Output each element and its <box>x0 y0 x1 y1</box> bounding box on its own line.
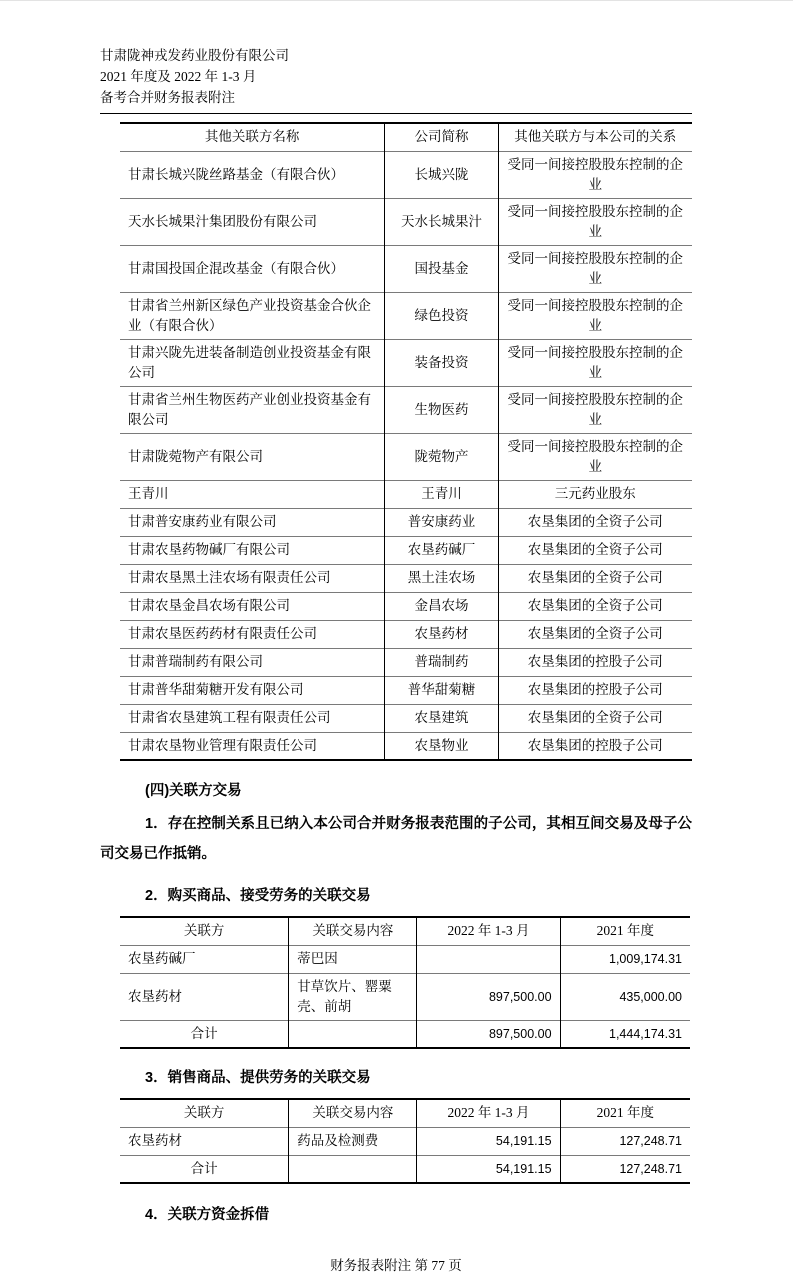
col-header-period-2022: 2022 年 1-3 月 <box>417 917 560 945</box>
table-row <box>120 245 692 292</box>
relationship: 受同一间接控股股东控制的企业 <box>498 245 692 292</box>
short-name: 陇菀物产 <box>385 433 498 480</box>
short-name: 普华甜菊糖 <box>385 676 498 704</box>
related-party-name: 甘肃农垦药物碱厂有限公司 <box>120 536 385 564</box>
relationship: 农垦集团的控股子公司 <box>498 648 692 676</box>
short-name: 国投基金 <box>385 245 498 292</box>
related-party-name: 甘肃国投国企混改基金（有限合伙） <box>120 245 385 292</box>
table-total-row <box>120 1155 690 1183</box>
relationship: 农垦集团的控股子公司 <box>498 732 692 760</box>
relationship: 农垦集团的控股子公司 <box>498 676 692 704</box>
heading-purchase-transactions: 2．购买商品、接受劳务的关联交易 <box>145 888 371 904</box>
purchase-transactions-table <box>120 916 690 1049</box>
relationship: 农垦集团的全资子公司 <box>498 564 692 592</box>
relationship: 农垦集团的全资子公司 <box>498 592 692 620</box>
related-party: 农垦药材 <box>120 1127 289 1155</box>
short-name: 黑土洼农场 <box>385 564 498 592</box>
total-2022: 897,500.00 <box>417 1020 560 1048</box>
related-party-name: 甘肃陇菀物产有限公司 <box>120 433 385 480</box>
relationship: 受同一间接控股股东控制的企业 <box>498 433 692 480</box>
short-name: 绿色投资 <box>385 292 498 339</box>
related-party-name: 甘肃普华甜菊糖开发有限公司 <box>120 676 385 704</box>
table-row <box>120 198 692 245</box>
related-party-name: 甘肃普安康药业有限公司 <box>120 508 385 536</box>
document-page <box>0 1 793 1273</box>
short-name: 普安康药业 <box>385 508 498 536</box>
transaction-content: 药品及检测费 <box>289 1127 417 1155</box>
page-content <box>0 1 793 1274</box>
table-row <box>120 676 692 704</box>
relationship: 受同一间接控股股东控制的企业 <box>498 386 692 433</box>
relationship: 农垦集团的全资子公司 <box>498 536 692 564</box>
relationship: 农垦集团的全资子公司 <box>498 704 692 732</box>
related-party-name: 甘肃普瑞制药有限公司 <box>120 648 385 676</box>
relationship: 农垦集团的全资子公司 <box>498 508 692 536</box>
report-period: 2021 年度及 2022 年 1-3 月 <box>100 69 257 84</box>
amount-2021: 127,248.71 <box>560 1127 690 1155</box>
related-party-name: 甘肃农垦物业管理有限责任公司 <box>120 732 385 760</box>
relationship: 受同一间接控股股东控制的企业 <box>498 339 692 386</box>
heading-related-party-loans: 4．关联方资金拆借 <box>145 1207 270 1223</box>
transaction-content: 蒂巴因 <box>289 945 417 973</box>
transaction-content: 甘草饮片、罂粟壳、前胡 <box>289 973 417 1020</box>
related-party-name: 甘肃兴陇先进装备制造创业投资基金有限公司 <box>120 339 385 386</box>
short-name: 装备投资 <box>385 339 498 386</box>
related-party: 农垦药碱厂 <box>120 945 289 973</box>
table-row <box>120 592 692 620</box>
page-footer: 财务报表附注 第 77 页 <box>330 1258 462 1273</box>
total-label: 合计 <box>120 1155 289 1183</box>
table-row <box>120 1127 690 1155</box>
short-name: 金昌农场 <box>385 592 498 620</box>
table-row <box>120 564 692 592</box>
related-party-name: 甘肃农垦医药药材有限责任公司 <box>120 620 385 648</box>
related-parties-table <box>120 122 692 761</box>
related-party-name: 王青川 <box>120 480 385 508</box>
col-header-year-2021: 2021 年度 <box>560 1099 690 1127</box>
table-row <box>120 292 692 339</box>
table-header-row <box>120 917 690 945</box>
short-name: 农垦物业 <box>385 732 498 760</box>
col-header-related-party: 关联方 <box>183 1105 225 1121</box>
table-header-row <box>120 123 692 151</box>
document-header <box>100 45 692 108</box>
amount-2022: 897,500.00 <box>417 973 560 1020</box>
amount-2021: 435,000.00 <box>560 973 690 1020</box>
short-name: 农垦建筑 <box>385 704 498 732</box>
short-name: 生物医药 <box>385 386 498 433</box>
short-name: 天水长城果汁 <box>385 198 498 245</box>
table-row <box>120 151 692 198</box>
total-2021: 127,248.71 <box>560 1155 690 1183</box>
total-2021: 1,444,174.31 <box>560 1020 690 1048</box>
related-party-name: 甘肃农垦金昌农场有限公司 <box>120 592 385 620</box>
table-row <box>120 433 692 480</box>
amount-2022: 54,191.15 <box>417 1127 560 1155</box>
amount-2022 <box>417 945 560 973</box>
table-total-row <box>120 1020 690 1048</box>
related-party-name: 甘肃省兰州生物医药产业创业投资基金有限公司 <box>120 386 385 433</box>
amount-2021: 1,009,174.31 <box>560 945 690 973</box>
short-name: 王青川 <box>385 480 498 508</box>
table-row <box>120 704 692 732</box>
transaction-content <box>289 1155 417 1183</box>
transaction-content <box>289 1020 417 1048</box>
col-header-relationship: 其他关联方与本公司的关系 <box>498 123 692 151</box>
table-row <box>120 973 690 1020</box>
col-header-related-party: 关联方 <box>183 923 225 939</box>
col-header-related-party-name: 其他关联方名称 <box>204 129 300 145</box>
table-row <box>120 339 692 386</box>
table-row <box>120 508 692 536</box>
table-header-row <box>120 1099 690 1127</box>
relationship: 受同一间接控股股东控制的企业 <box>498 292 692 339</box>
col-header-short-name: 公司简称 <box>385 123 498 151</box>
table-row <box>120 536 692 564</box>
total-2022: 54,191.15 <box>417 1155 560 1183</box>
table-row <box>120 945 690 973</box>
table-row <box>120 648 692 676</box>
sales-transactions-table <box>120 1098 690 1184</box>
relationship: 受同一间接控股股东控制的企业 <box>498 151 692 198</box>
company-name: 甘肃陇神戎发药业股份有限公司 <box>100 48 289 63</box>
report-title: 备考合并财务报表附注 <box>100 90 235 105</box>
related-party: 农垦药材 <box>120 973 289 1020</box>
related-party-name: 甘肃省兰州新区绿色产业投资基金合伙企业（有限合伙） <box>120 292 385 339</box>
short-name: 农垦药碱厂 <box>385 536 498 564</box>
table-row <box>120 480 692 508</box>
total-label: 合计 <box>120 1020 289 1048</box>
related-party-name: 甘肃省农垦建筑工程有限责任公司 <box>120 704 385 732</box>
related-party-name: 甘肃长城兴陇丝路基金（有限合伙） <box>120 151 385 198</box>
related-party-name: 天水长城果汁集团股份有限公司 <box>120 198 385 245</box>
table-row <box>120 620 692 648</box>
col-header-year-2021: 2021 年度 <box>560 917 690 945</box>
paragraph-consolidation-note: 1．存在控制关系且已纳入本公司合并财务报表范围的子公司，其相互间交易及母子公司交易已作抵销。 <box>100 816 692 862</box>
heading-sales-transactions: 3．销售商品、提供劳务的关联交易 <box>145 1070 371 1086</box>
relationship: 三元药业股东 <box>498 480 692 508</box>
related-party-name: 甘肃农垦黑土洼农场有限责任公司 <box>120 564 385 592</box>
col-header-period-2022: 2022 年 1-3 月 <box>417 1099 560 1127</box>
col-header-transaction-content: 关联交易内容 <box>289 917 417 945</box>
section-heading-related-party-transactions: (四)关联方交易 <box>145 783 242 799</box>
relationship: 农垦集团的全资子公司 <box>498 620 692 648</box>
relationship: 受同一间接控股股东控制的企业 <box>498 198 692 245</box>
short-name: 长城兴陇 <box>385 151 498 198</box>
table-row <box>120 386 692 433</box>
short-name: 普瑞制药 <box>385 648 498 676</box>
col-header-transaction-content: 关联交易内容 <box>289 1099 417 1127</box>
short-name: 农垦药材 <box>385 620 498 648</box>
table-row <box>120 732 692 760</box>
